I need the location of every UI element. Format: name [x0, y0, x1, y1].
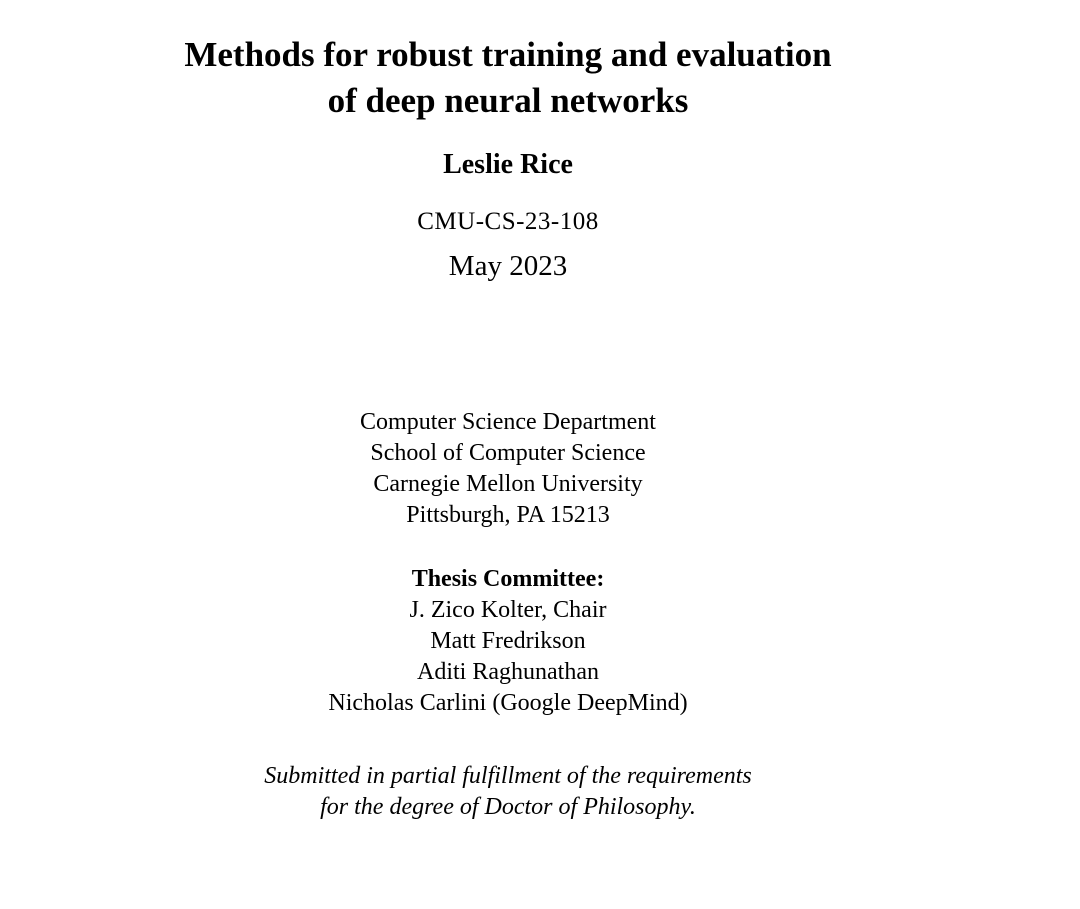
author-name: Leslie Rice [443, 149, 573, 180]
affiliation-line: School of Computer Science [370, 440, 646, 466]
date: May 2023 [448, 250, 568, 282]
report-number: CMU-CS-23-108 [417, 208, 599, 235]
committee-member: J. Zico Kolter, Chair [409, 597, 607, 623]
committee-member: Nicholas Carlini (Google DeepMind) [328, 690, 688, 716]
submission-line: for the degree of Doctor of Philosophy. [320, 794, 696, 820]
title-line-2: of deep neural networks [327, 81, 689, 120]
affiliation-line: Pittsburgh, PA 15213 [406, 502, 610, 528]
committee-heading: Thesis Committee: [411, 566, 605, 592]
committee-member: Aditi Raghunathan [417, 659, 599, 685]
affiliation-line: Computer Science Department [360, 409, 656, 435]
submission-line: Submitted in partial fulfillment of the requirements [264, 763, 752, 789]
title-line-1: Methods for robust training and evaluation [184, 35, 832, 74]
affiliation-line: Carnegie Mellon University [373, 471, 643, 497]
committee-member: Matt Fredrikson [430, 628, 586, 654]
